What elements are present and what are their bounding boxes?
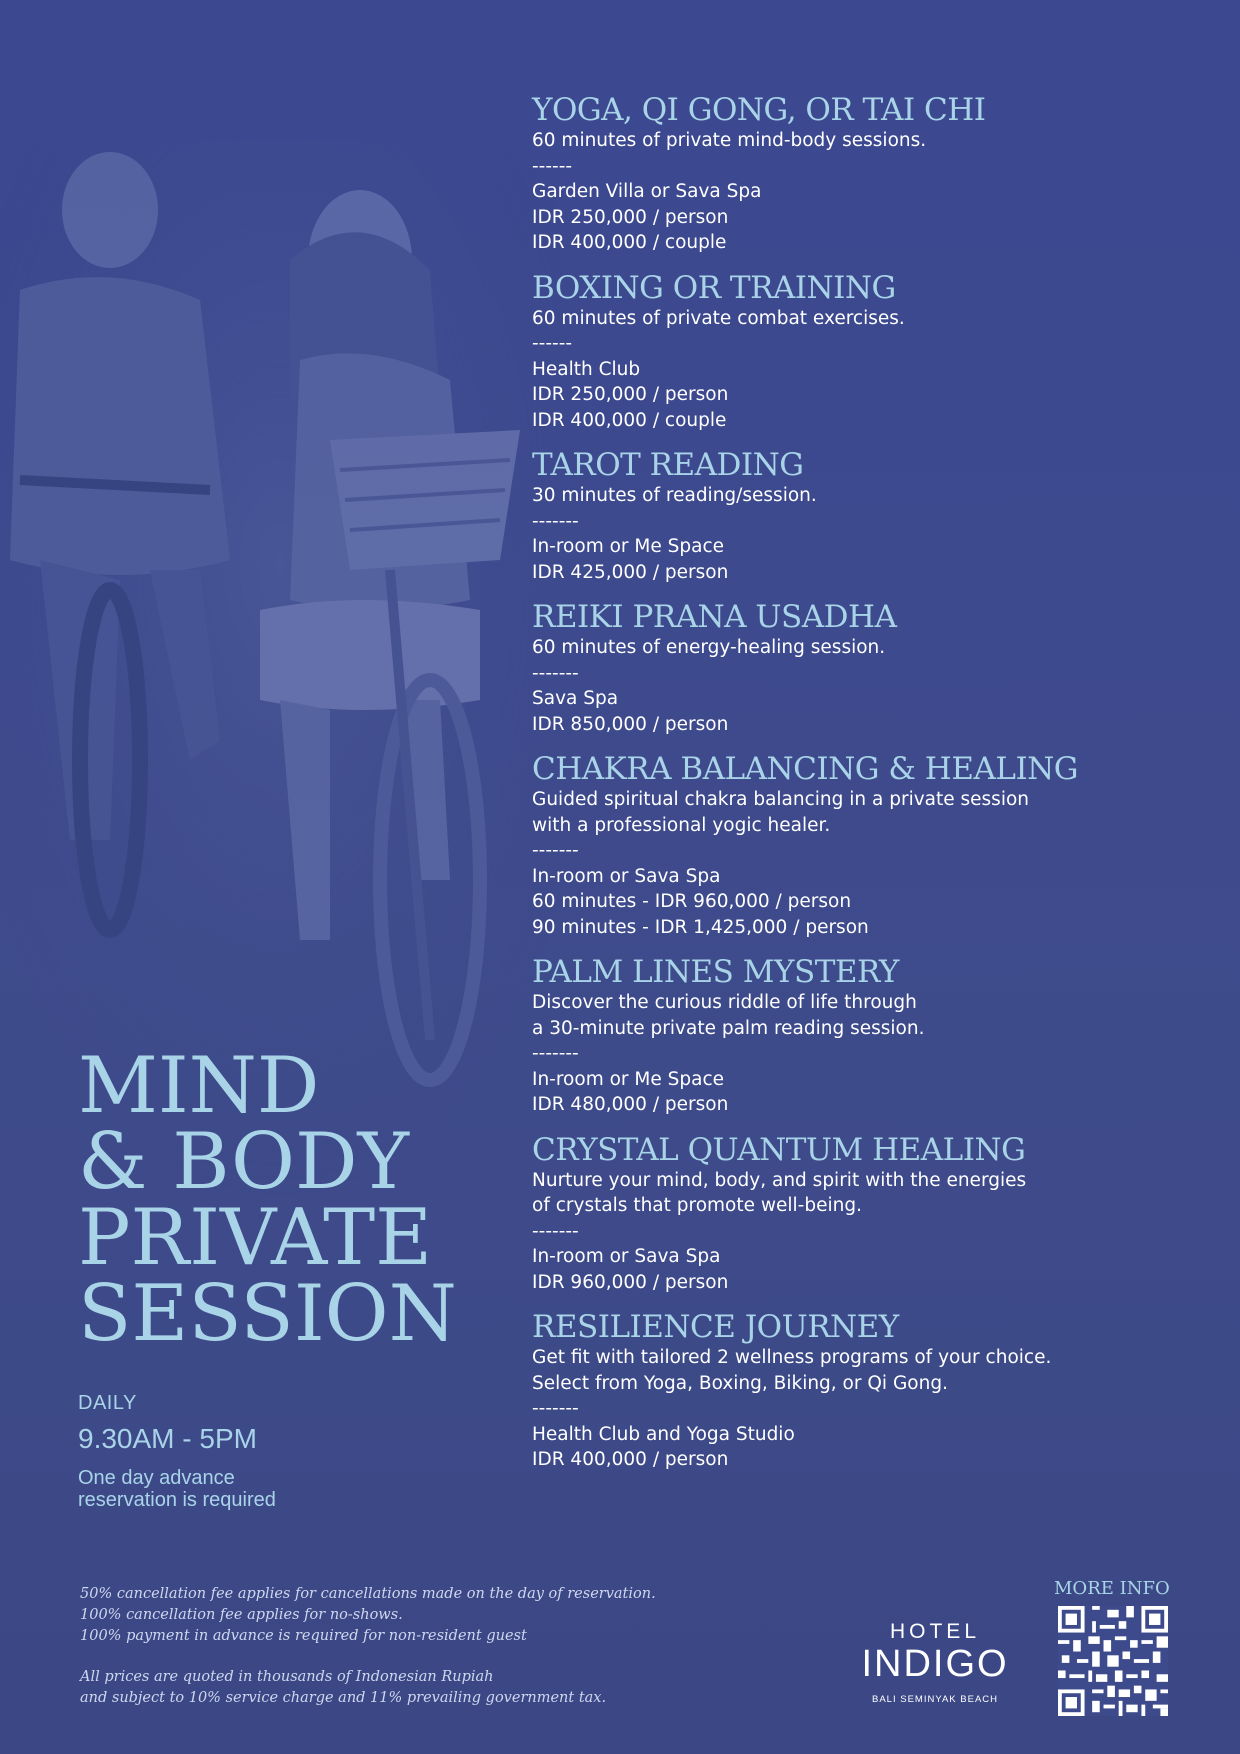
terms-line-2: 100% cancellation fee applies for no-shows. <box>80 1607 403 1623</box>
service-item <box>532 751 1222 940</box>
service-detail-line: ------ <box>532 333 573 354</box>
logo-brand: INDIGO <box>861 1643 1009 1685</box>
title-line-1: MIND <box>78 1041 320 1131</box>
service-name: CRYSTAL QUANTUM HEALING <box>532 1131 1026 1168</box>
reservation-note-line-2: reservation is required <box>78 1489 276 1511</box>
service-name: BOXING OR TRAINING <box>532 269 896 306</box>
service-detail-line: IDR 400,000 / couple <box>532 232 727 253</box>
service-detail-line: Get fit with tailored 2 wellness programs of your choice. <box>532 1347 1052 1368</box>
service-detail-line: 90 minutes - IDR 1,425,000 / person <box>532 916 869 938</box>
service-detail-line: IDR 850,000 / person <box>532 713 729 735</box>
service-name: RESILIENCE JOURNEY <box>532 1309 899 1345</box>
service-detail-line: Garden Villa or Sava Spa <box>532 181 762 202</box>
terms-notes <box>80 1584 700 1709</box>
service-detail-line: ------- <box>532 662 579 684</box>
service-detail-line: Guided spiritual chakra balancing in a private session <box>532 789 1029 810</box>
title-line-4: SESSION <box>78 1269 457 1359</box>
service-detail-line: 60 minutes of private combat exercises. <box>532 307 905 329</box>
services-list <box>532 92 1222 1487</box>
service-detail-line: 60 minutes of private mind-body sessions. <box>532 130 927 151</box>
title-line-3: PRIVATE <box>78 1193 433 1283</box>
terms-line-5: and subject to 10% service charge and 11% prevailing government tax. <box>80 1690 607 1706</box>
service-detail-line: In-room or Me Space <box>532 1068 725 1090</box>
service-detail-line: IDR 250,000 / person <box>532 384 729 405</box>
service-detail-line: 60 minutes - IDR 960,000 / person <box>532 891 852 912</box>
service-name: CHAKRA BALANCING & HEALING <box>532 751 1079 787</box>
service-detail-line: ------- <box>532 1220 579 1242</box>
service-detail-line: with a professional yogic healer. <box>532 814 831 836</box>
service-item <box>532 447 1222 585</box>
terms-line-1: 50% cancellation fee applies for cancellations made on the day of reservation. <box>80 1586 656 1602</box>
service-detail-line: Health Club and Yoga Studio <box>532 1423 795 1445</box>
service-name: YOGA, QI GONG, OR TAI CHI <box>532 92 986 128</box>
logo-location: BALI SEMINYAK BEACH <box>872 1694 998 1705</box>
service-detail-line: Health Club <box>532 358 641 380</box>
terms-line-3: 100% payment in advance is required for non-resident guest <box>80 1628 527 1644</box>
more-info-label: MORE INFO <box>1054 1578 1170 1599</box>
reservation-note <box>78 1467 276 1511</box>
service-detail-line: of crystals that promote well-being. <box>532 1195 862 1216</box>
service-detail-line: IDR 400,000 / couple <box>532 409 727 431</box>
terms-line-4: All prices are quoted in thousands of Indonesian Rupiah <box>80 1669 494 1685</box>
service-detail-line: IDR 250,000 / person <box>532 206 729 228</box>
service-detail-line: Sava Spa <box>532 688 619 709</box>
service-detail-line: 30 minutes of reading/session. <box>532 485 817 506</box>
service-detail-line: ------- <box>532 510 579 532</box>
hotel-indigo-logo <box>850 1620 1020 1705</box>
service-detail-line: ------ <box>532 155 573 177</box>
service-detail-line: IDR 960,000 / person <box>532 1271 729 1293</box>
service-detail-line: In-room or Me Space <box>532 536 725 557</box>
service-item <box>532 92 1222 256</box>
service-detail-line: ------- <box>532 1043 579 1064</box>
service-item <box>532 954 1222 1118</box>
service-detail-line: In-room or Sava Spa <box>532 865 721 887</box>
service-detail-line: ------- <box>532 1398 579 1419</box>
opening-hours: 9.30AM - 5PM <box>78 1423 257 1454</box>
logo-hotel: HOTEL <box>889 1620 980 1643</box>
poster-title <box>78 1041 518 1359</box>
service-name: TAROT READING <box>532 447 804 483</box>
service-detail-line: In-room or Sava Spa <box>532 1246 721 1267</box>
title-line-2: & BODY <box>78 1117 409 1207</box>
daily-label: DAILY <box>78 1392 137 1414</box>
schedule-block <box>78 1392 276 1511</box>
service-item <box>532 599 1222 737</box>
service-item <box>532 1132 1222 1296</box>
service-detail-line: a 30-minute private palm reading session. <box>532 1017 925 1039</box>
service-detail-line: IDR 400,000 / person <box>532 1449 729 1470</box>
service-detail-line: IDR 425,000 / person <box>532 561 729 583</box>
service-name: PALM LINES MYSTERY <box>532 954 899 990</box>
service-item <box>532 1309 1222 1473</box>
service-detail-line: Select from Yoga, Boxing, Biking, or Qi Gong. <box>532 1372 948 1394</box>
service-name: REIKI PRANA USADHA <box>532 599 897 635</box>
service-detail-line: Nurture your mind, body, and spirit with the energies <box>532 1169 1027 1191</box>
service-detail-line: Discover the curious riddle of life through <box>532 992 917 1013</box>
service-detail-line: 60 minutes of energy-healing session. <box>532 637 886 658</box>
reservation-note-line-1: One day advance <box>78 1467 235 1489</box>
service-detail-line: IDR 480,000 / person <box>532 1094 729 1115</box>
service-detail-line: ------- <box>532 840 579 861</box>
service-item <box>532 270 1222 434</box>
qr-code-icon[interactable] <box>1058 1606 1168 1716</box>
